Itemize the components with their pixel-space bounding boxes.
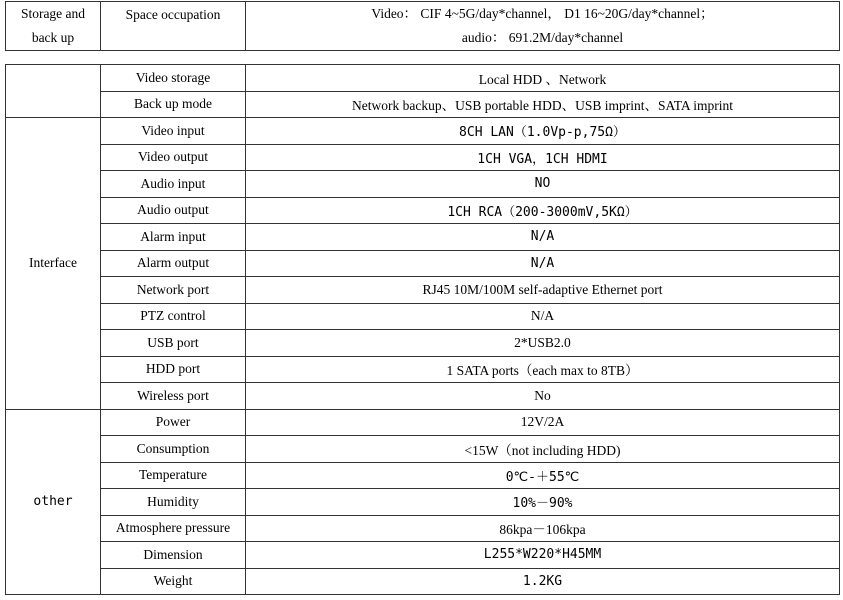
table-row	[6, 409, 840, 436]
category-cell	[6, 65, 101, 118]
item-cell: Video output	[101, 144, 246, 171]
item-cell	[101, 2, 246, 51]
table-row	[6, 462, 840, 489]
value-cell: 1CH VGA，1CH HDMI	[246, 144, 840, 171]
item-cell: Network port	[101, 277, 246, 304]
table-row	[6, 277, 840, 304]
table-row	[6, 542, 840, 569]
table-row	[6, 224, 840, 251]
table-row	[6, 171, 840, 198]
category-label-line2: back up	[31, 30, 75, 45]
item-cell: Consumption	[101, 436, 246, 463]
value-cell: Local HDD 、Network	[246, 65, 840, 92]
category-label-line1: Storage and	[20, 6, 86, 21]
value-cell: N/A	[246, 250, 840, 277]
item-cell: HDD port	[101, 356, 246, 383]
value-cell: RJ45 10M/100M self-adaptive Ethernet port	[246, 277, 840, 304]
table-row	[6, 118, 840, 145]
value-cell: 1 SATA ports（each max to 8TB）	[246, 356, 840, 383]
table-row	[6, 197, 840, 224]
value-cell: 1CH RCA（200-3000mV,5KΩ）	[246, 197, 840, 224]
item-cell: Video input	[101, 118, 246, 145]
table-row	[6, 515, 840, 542]
value-cell: No	[246, 383, 840, 410]
item-cell: Humidity	[101, 489, 246, 516]
item-cell: Atmosphere pressure	[101, 515, 246, 542]
value-cell: 12V/2A	[246, 409, 840, 436]
table-row	[6, 303, 840, 330]
value-cell: 1.2KG	[246, 568, 840, 595]
item-cell: Audio output	[101, 197, 246, 224]
table-row	[6, 65, 840, 92]
value-cell: Network backup、USB portable HDD、USB imprint、SATA imprint	[246, 91, 840, 118]
table-row	[6, 489, 840, 516]
category-cell: other	[6, 409, 101, 595]
table-row	[6, 330, 840, 357]
item-cell: Alarm output	[101, 250, 246, 277]
value-cell: L255*W220*H45MM	[246, 542, 840, 569]
table-row	[6, 2, 840, 51]
value-cell: 86kpa－106kpa	[246, 515, 840, 542]
value-cell: 0℃-＋55℃	[246, 462, 840, 489]
value-cell: <15W（not including HDD)	[246, 436, 840, 463]
item-cell: Alarm input	[101, 224, 246, 251]
value-cell	[246, 2, 840, 51]
table-row	[6, 356, 840, 383]
item-cell: Wireless port	[101, 383, 246, 410]
table-row	[6, 144, 840, 171]
value-cell: NO	[246, 171, 840, 198]
table-row	[6, 568, 840, 595]
item-cell: Weight	[101, 568, 246, 595]
category-cell	[6, 2, 101, 51]
item-cell: Video storage	[101, 65, 246, 92]
item-cell: Temperature	[101, 462, 246, 489]
value-line1: Video： CIF 4~5G/day*channel， D1 16~20G/day*channel；	[371, 6, 714, 21]
table-row	[6, 91, 840, 118]
item-cell: PTZ control	[101, 303, 246, 330]
item-cell: Back up mode	[101, 91, 246, 118]
category-cell: Interface	[6, 118, 101, 410]
table-row	[6, 250, 840, 277]
spec-table	[5, 64, 840, 595]
item-label: Space occupation	[125, 7, 221, 22]
value-cell: N/A	[246, 303, 840, 330]
item-cell: Dimension	[101, 542, 246, 569]
table-row	[6, 436, 840, 463]
item-cell: Power	[101, 409, 246, 436]
value-cell: 10%－90%	[246, 489, 840, 516]
item-cell: Audio input	[101, 171, 246, 198]
storage-summary-table	[5, 1, 840, 51]
value-cell: 8CH LAN（1.0Vp-p,75Ω）	[246, 118, 840, 145]
value-cell: N/A	[246, 224, 840, 251]
value-cell: 2*USB2.0	[246, 330, 840, 357]
value-line2: audio： 691.2M/day*channel	[461, 30, 624, 45]
table-row	[6, 383, 840, 410]
spec-table-body	[6, 65, 840, 595]
item-cell: USB port	[101, 330, 246, 357]
